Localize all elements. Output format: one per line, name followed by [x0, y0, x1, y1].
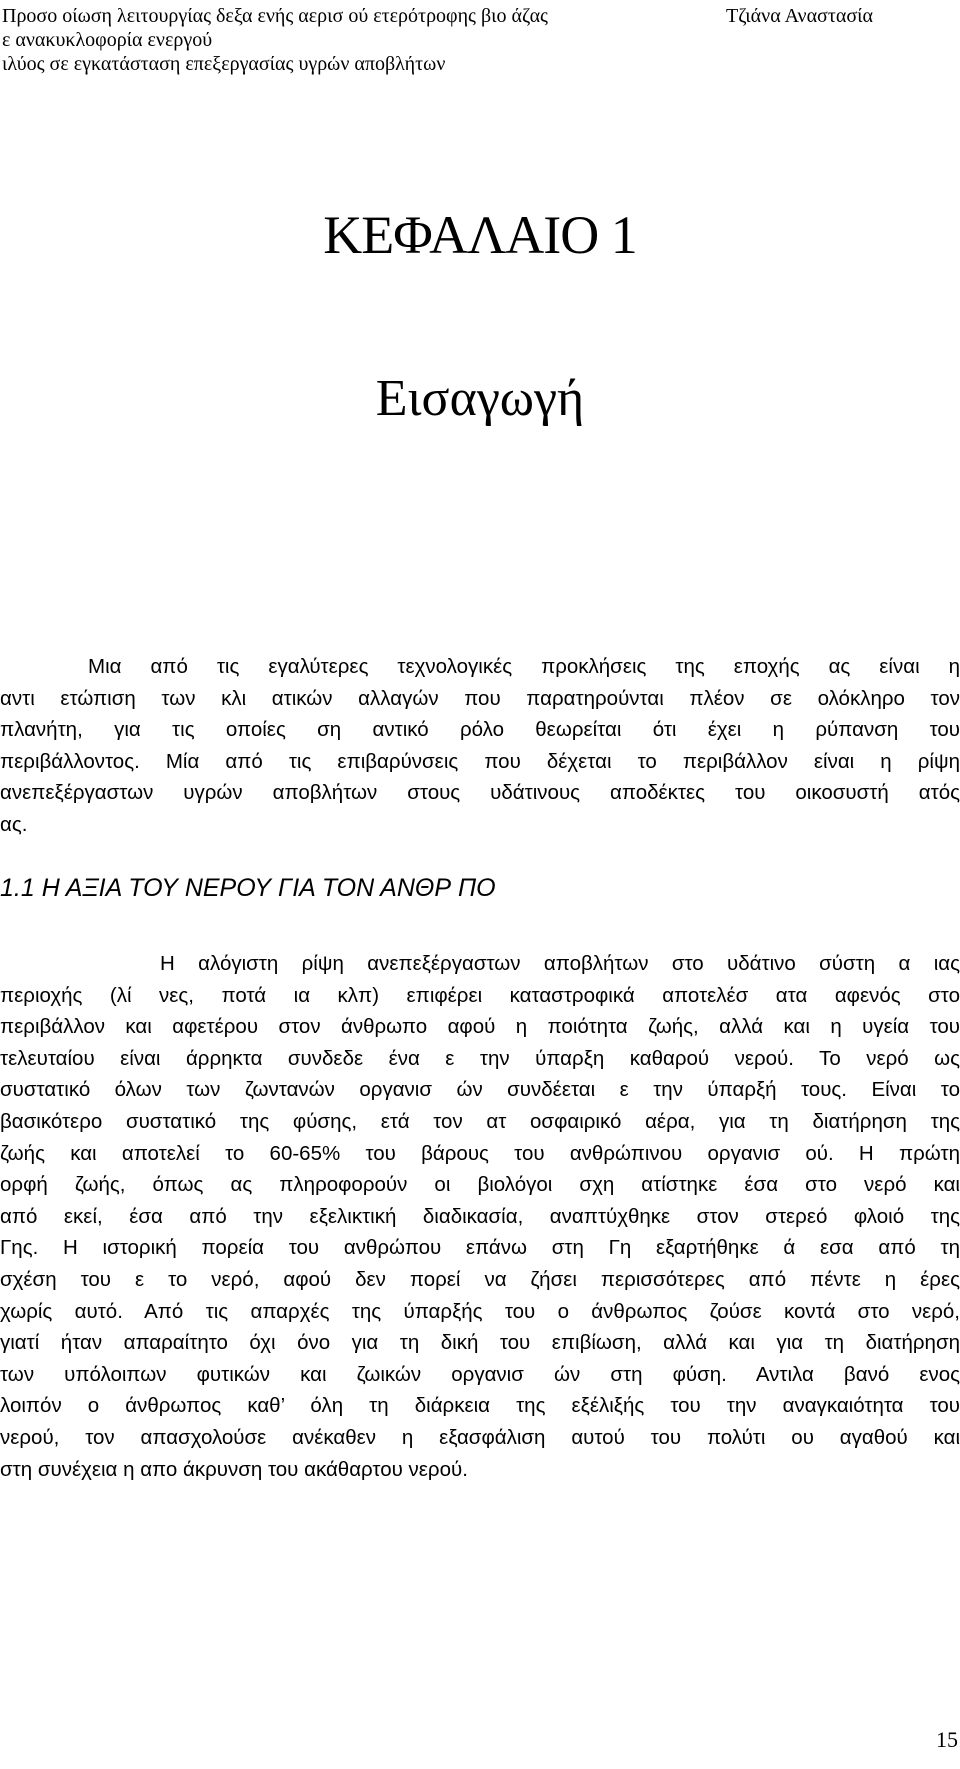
paragraph-line: από εκεί, έσα από την εξελικτική διαδικασία, αναπτύχθηκε στον στερεό φλοιό της — [0, 1204, 960, 1228]
paragraph-line: συστατικό όλων των ζωντανών οργανισ ών συνδέεται ε την ύπαρξή τους. Είναι το — [0, 1078, 960, 1102]
page-number: 15 — [936, 1727, 958, 1752]
paragraph-line: Μια από τις εγαλύτερες τεχνολογικές προκλήσεις της εποχής ας είναι η — [88, 655, 960, 678]
paragraph-line: ας. — [0, 812, 28, 836]
paragraph-line: ορφή ζωής, όπως ας πληροφορούν οι βιολόγοι σχη ατίστηκε έσα στο νερό και — [0, 1173, 960, 1197]
header-author: Τζιάνα Αναστασία — [725, 5, 873, 27]
paragraph-line: νερού, τον απασχολούσε ανέκαθεν η εξασφάλιση αυτού του πολύτι ου αγαθού και — [0, 1425, 960, 1449]
header-title-line: Προσο οίωση λειτουργίας δεξα ενής αερισ ού ετερότροφης βιο άζας — [2, 5, 548, 27]
section-heading: 1.1 Η ΑΞΙΑ ΤΟΥ ΝΕΡΟΥ ΓΙΑ ΤΟΝ ΑΝΘΡ ΠΟ — [0, 874, 496, 902]
paragraph-line: ανεπεξέργαστων υγρών αποβλήτων στους υδάτινους αποδέκτες του οικοσυστή ατός — [0, 781, 960, 805]
running-header — [0, 0, 960, 80]
chapter-title: ΚΕΦΑΛΑΙΟ 1 — [323, 205, 637, 265]
chapter-subtitle: Εισαγωγή — [375, 370, 585, 427]
intro-paragraph — [0, 651, 960, 841]
paragraph-line: λοιπόν ο άνθρωπος καθ’ όλη τη διάρκεια της εξέλιξής του την αναγκαιότητα του — [0, 1394, 960, 1418]
paragraph-line: Γης. Η ιστορική πορεία του ανθρώπου επάνω στη Γη εξαρτήθηκε ά εσα από τη — [0, 1236, 960, 1260]
paragraph-line: σχέση του ε το νερό, αφού δεν πορεί να ζήσει περισσότερες από πέντε η έρες — [0, 1267, 960, 1291]
paragraph-line: αντι ετώπιση των κλι ατικών αλλαγών που παρατηρούνται πλέον σε ολόκληρο τον — [0, 686, 960, 710]
paragraph-line: πλανήτη, για τις οποίες ση αντικό ρόλο θεωρείται ότι έχει η ρύπανση του — [0, 718, 960, 742]
paragraph-line: περιβάλλον και αφετέρου στον άνθρωπο αφού η ποιότητα ζωής, αλλά και η υγεία του — [0, 1015, 960, 1039]
paragraph-line: περιοχής (λί νες, ποτά ια κλπ) επιφέρει καταστροφικά αποτελέσ ατα αφενός στο — [0, 983, 960, 1007]
paragraph-line: βασικότερο συστατικό της φύσης, ετά τον ατ οσφαιρικό αέρα, για τη διατήρηση της — [0, 1109, 960, 1133]
paragraph-line: γιατί ήταν απαραίτητο όχι όνο για τη δική του επιβίωση, αλλά και για τη διατήρηση — [0, 1331, 960, 1355]
paragraph-line: περιβάλλοντος. Μία από τις επιβαρύνσεις που δέχεται το περιβάλλον είναι η ρίψη — [0, 749, 960, 773]
header-title-line: ιλύος σε εγκατάσταση επεξεργασίας υγρών αποβλήτων — [2, 53, 446, 75]
paragraph-line: Η αλόγιστη ρίψη ανεπεξέργαστων αποβλήτων στο υδάτινο σύστη α ιας — [160, 952, 960, 975]
section-paragraph — [0, 948, 960, 1485]
header-title-line: ε ανακυκλοφορία ενεργού — [2, 29, 213, 51]
paragraph-line: των υπόλοιπων φυτικών και ζωικών οργανισ ών στη φύση. Αντιλα βανό ενος — [0, 1362, 960, 1386]
paragraph-line: χωρίς αυτό. Από τις απαρχές της ύπαρξής του ο άνθρωπος ζούσε κοντά στο νερό, — [0, 1299, 960, 1323]
paragraph-line: ζωής και αποτελεί το 60-65% του βάρους του ανθρώπινου οργανισ ού. Η πρώτη — [0, 1141, 960, 1165]
header-document-title — [2, 4, 662, 76]
paragraph-line: στη συνέχεια η απο άκρυνση του ακάθαρτου νερού. — [0, 1457, 468, 1481]
paragraph-line: τελευταίου είναι άρρηκτα συνδεδε ένα ε την ύπαρξη καθαρού νερού. Το νερό ως — [0, 1046, 960, 1070]
